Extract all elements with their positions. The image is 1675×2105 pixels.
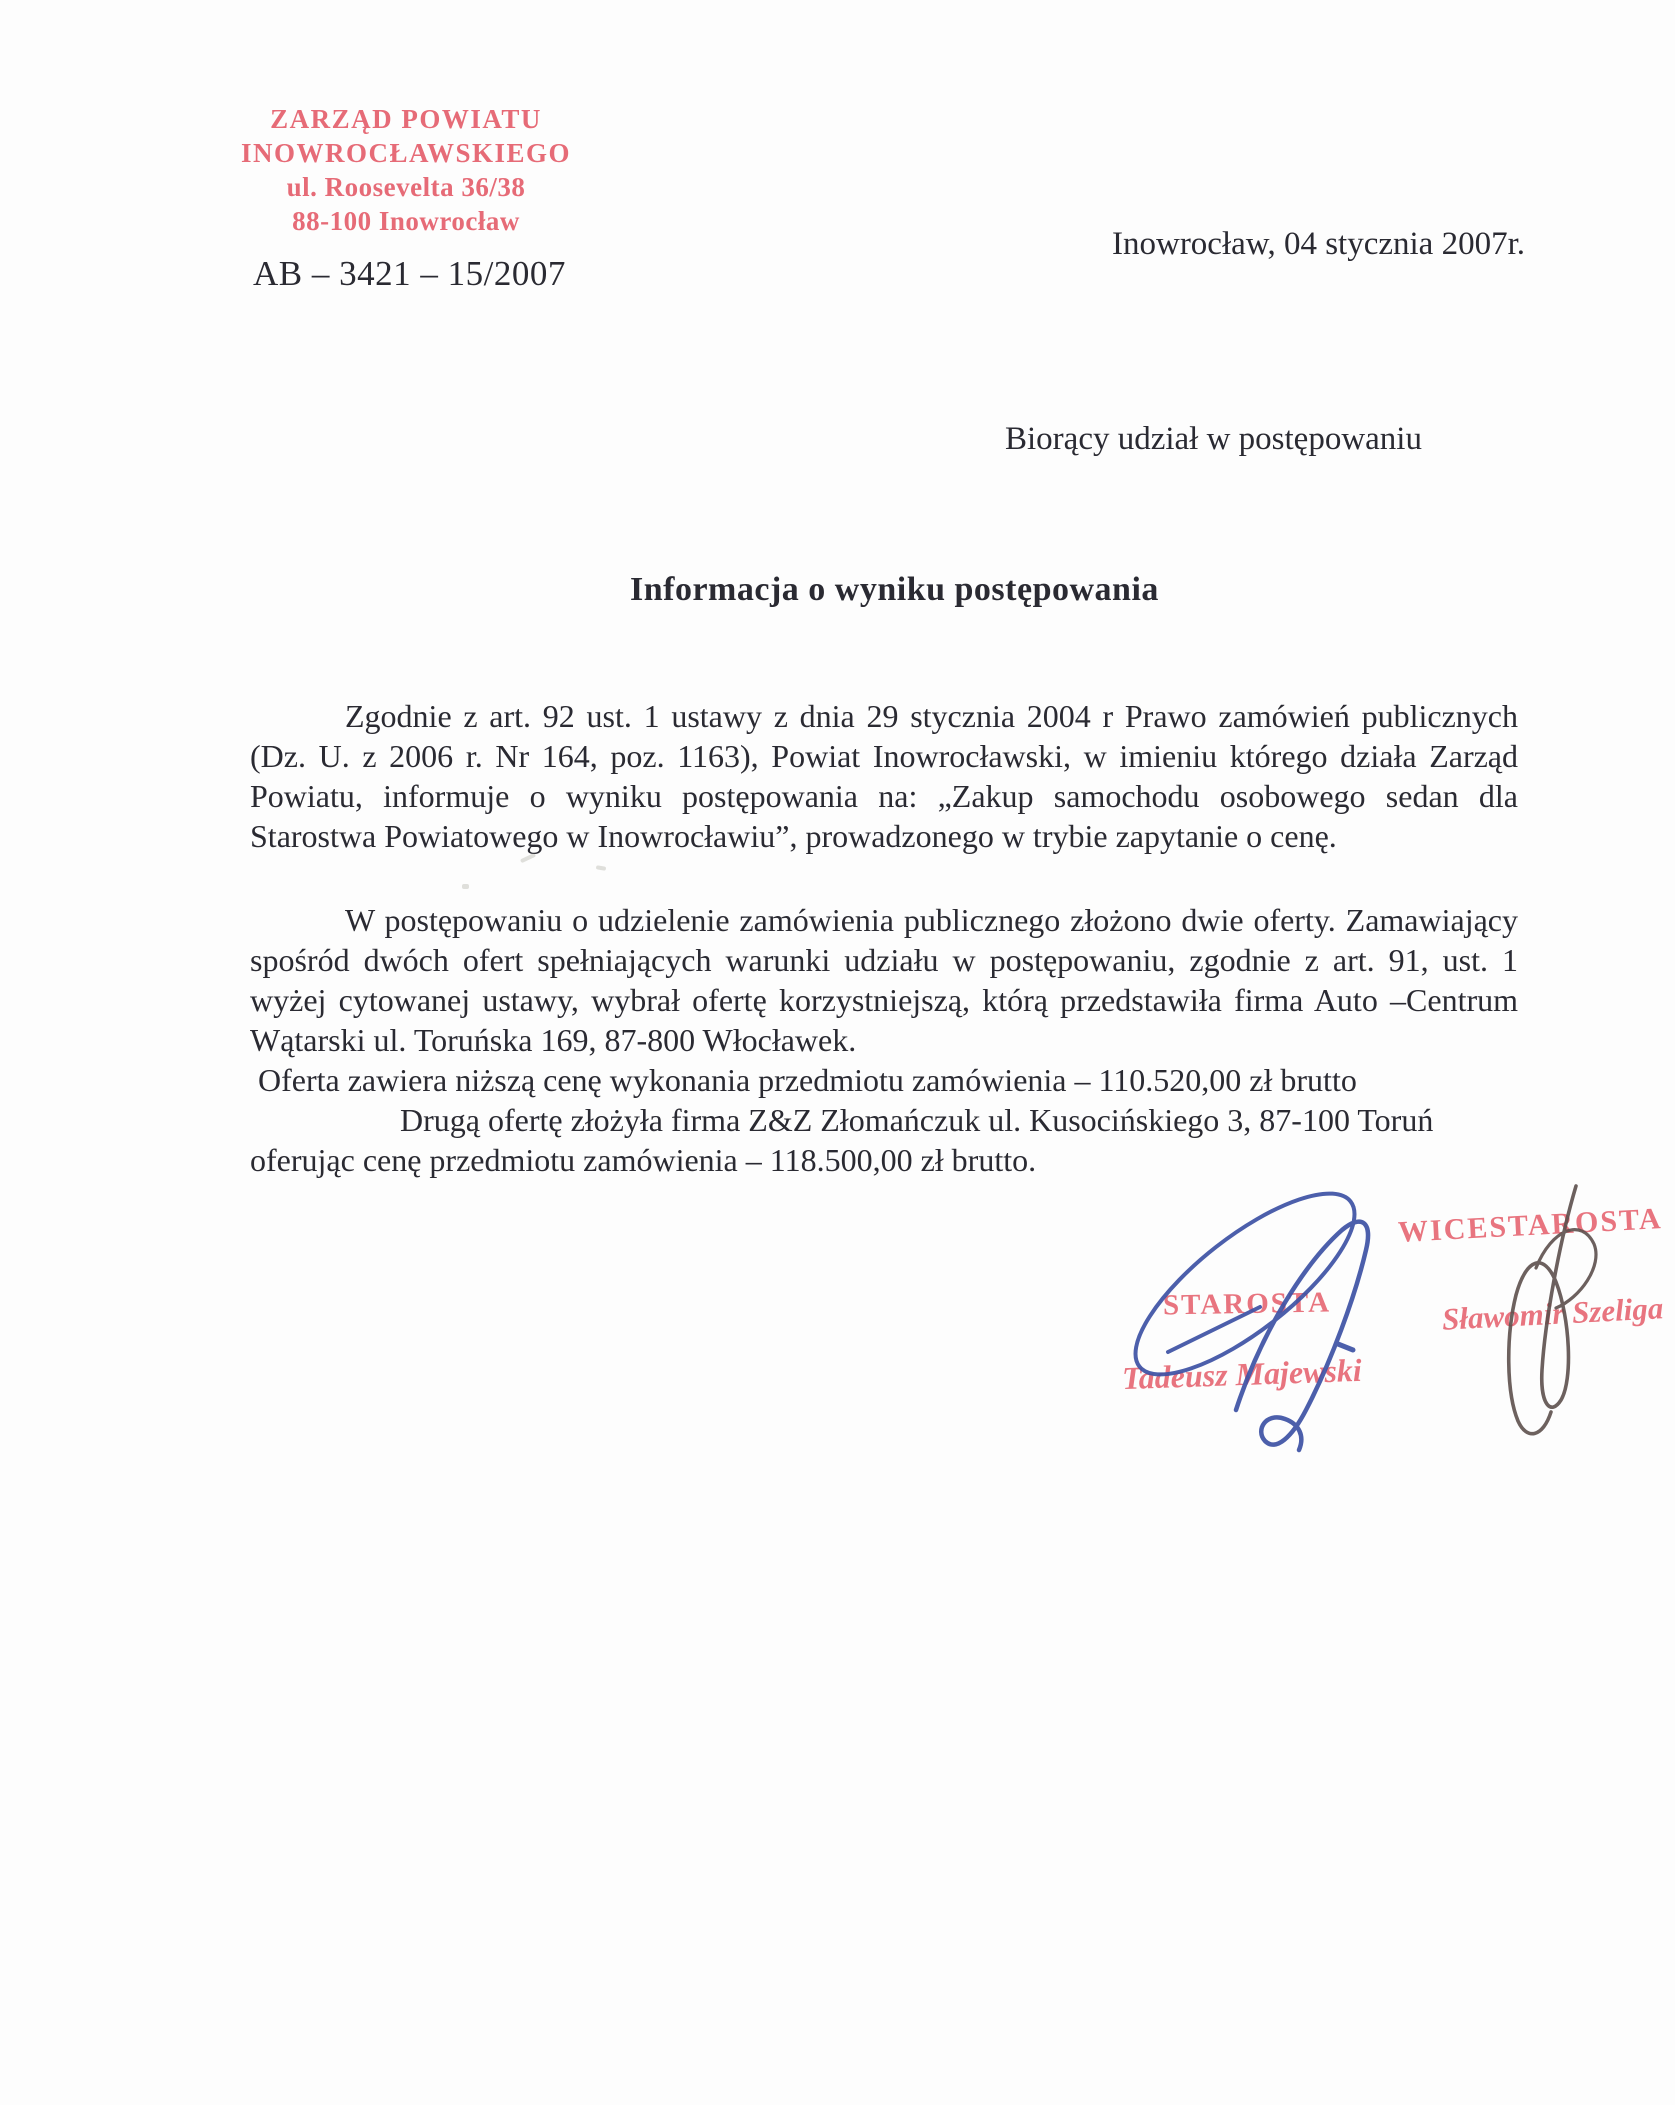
stamp-street: ul. Roosevelta 36/38 (286, 172, 526, 202)
scan-smudge (462, 884, 469, 889)
wicestarosta-stamp-title: WICESTAROSTA (1397, 1202, 1664, 1249)
recipient-line: Biorący udział w postępowaniu (1005, 421, 1422, 457)
wicestarosta-stamp-name: Sławomir Szeliga (1441, 1290, 1665, 1337)
winning-offer-price-line: Oferta zawiera niższą cenę wykonania przedmiotu zamówienia – 110.520,00 zł brutto (258, 1062, 1357, 1098)
body-paragraph-1: Zgodnie z art. 92 ust. 1 ustawy z dnia 29 stycznia 2004 r Prawo zamówień publicznych (Dz. U. z 2006 r. Nr 164, poz. 1163), Powiat Inowrocławski, w imieniu którego działa Zarząd Powiatu, informuje o wyniku postępowania na: „Zakup samochodu osobowego sedan dla Starostwa Powiatowego w Inowrocławiu”, prowadzonego w trybie zapytanie o cenę. (250, 698, 1518, 854)
starosta-stamp-name: Tadeusz Majewski (1121, 1351, 1363, 1397)
stamp-city: 88-100 Inowrocław (292, 206, 520, 236)
starosta-stamp-title: STAROSTA (1162, 1286, 1332, 1322)
scan-smudge (596, 865, 607, 871)
body-paragraph-2: W postępowaniu o udzielenie zamówienia publicznego złożono dwie oferty. Zamawiający spośród dwóch ofert spełniających warunki udziału w postępowaniu, zgodnie z art. 91, ust. 1 wyżej cytowanej ustawy, wybrał ofertę korzystniejszą, którą przedstawiła firma Auto –Centrum Wątarski ul. Toruńska 169, 87-800 Włocławek. (250, 902, 1518, 1058)
sender-ink-stamp (228, 102, 584, 238)
document-title: Informacja o wyniku postępowania (630, 571, 1159, 608)
stamp-org-line2: INOWROCŁAWSKIEGO (240, 138, 572, 168)
body-paragraph-3: Drugą ofertę złożyła firma Z&Z Złomańczuk ul. Kusocińskiego 3, 87-100 Toruń oferując cenę przedmiotu zamówienia – 118.500,00 zł brutto. (250, 1102, 1434, 1178)
place-and-date: Inowrocław, 04 stycznia 2007r. (1112, 226, 1525, 262)
reference-number: AB – 3421 – 15/2007 (253, 254, 566, 293)
stamp-org-line1: ZARZĄD POWIATU (270, 104, 542, 134)
